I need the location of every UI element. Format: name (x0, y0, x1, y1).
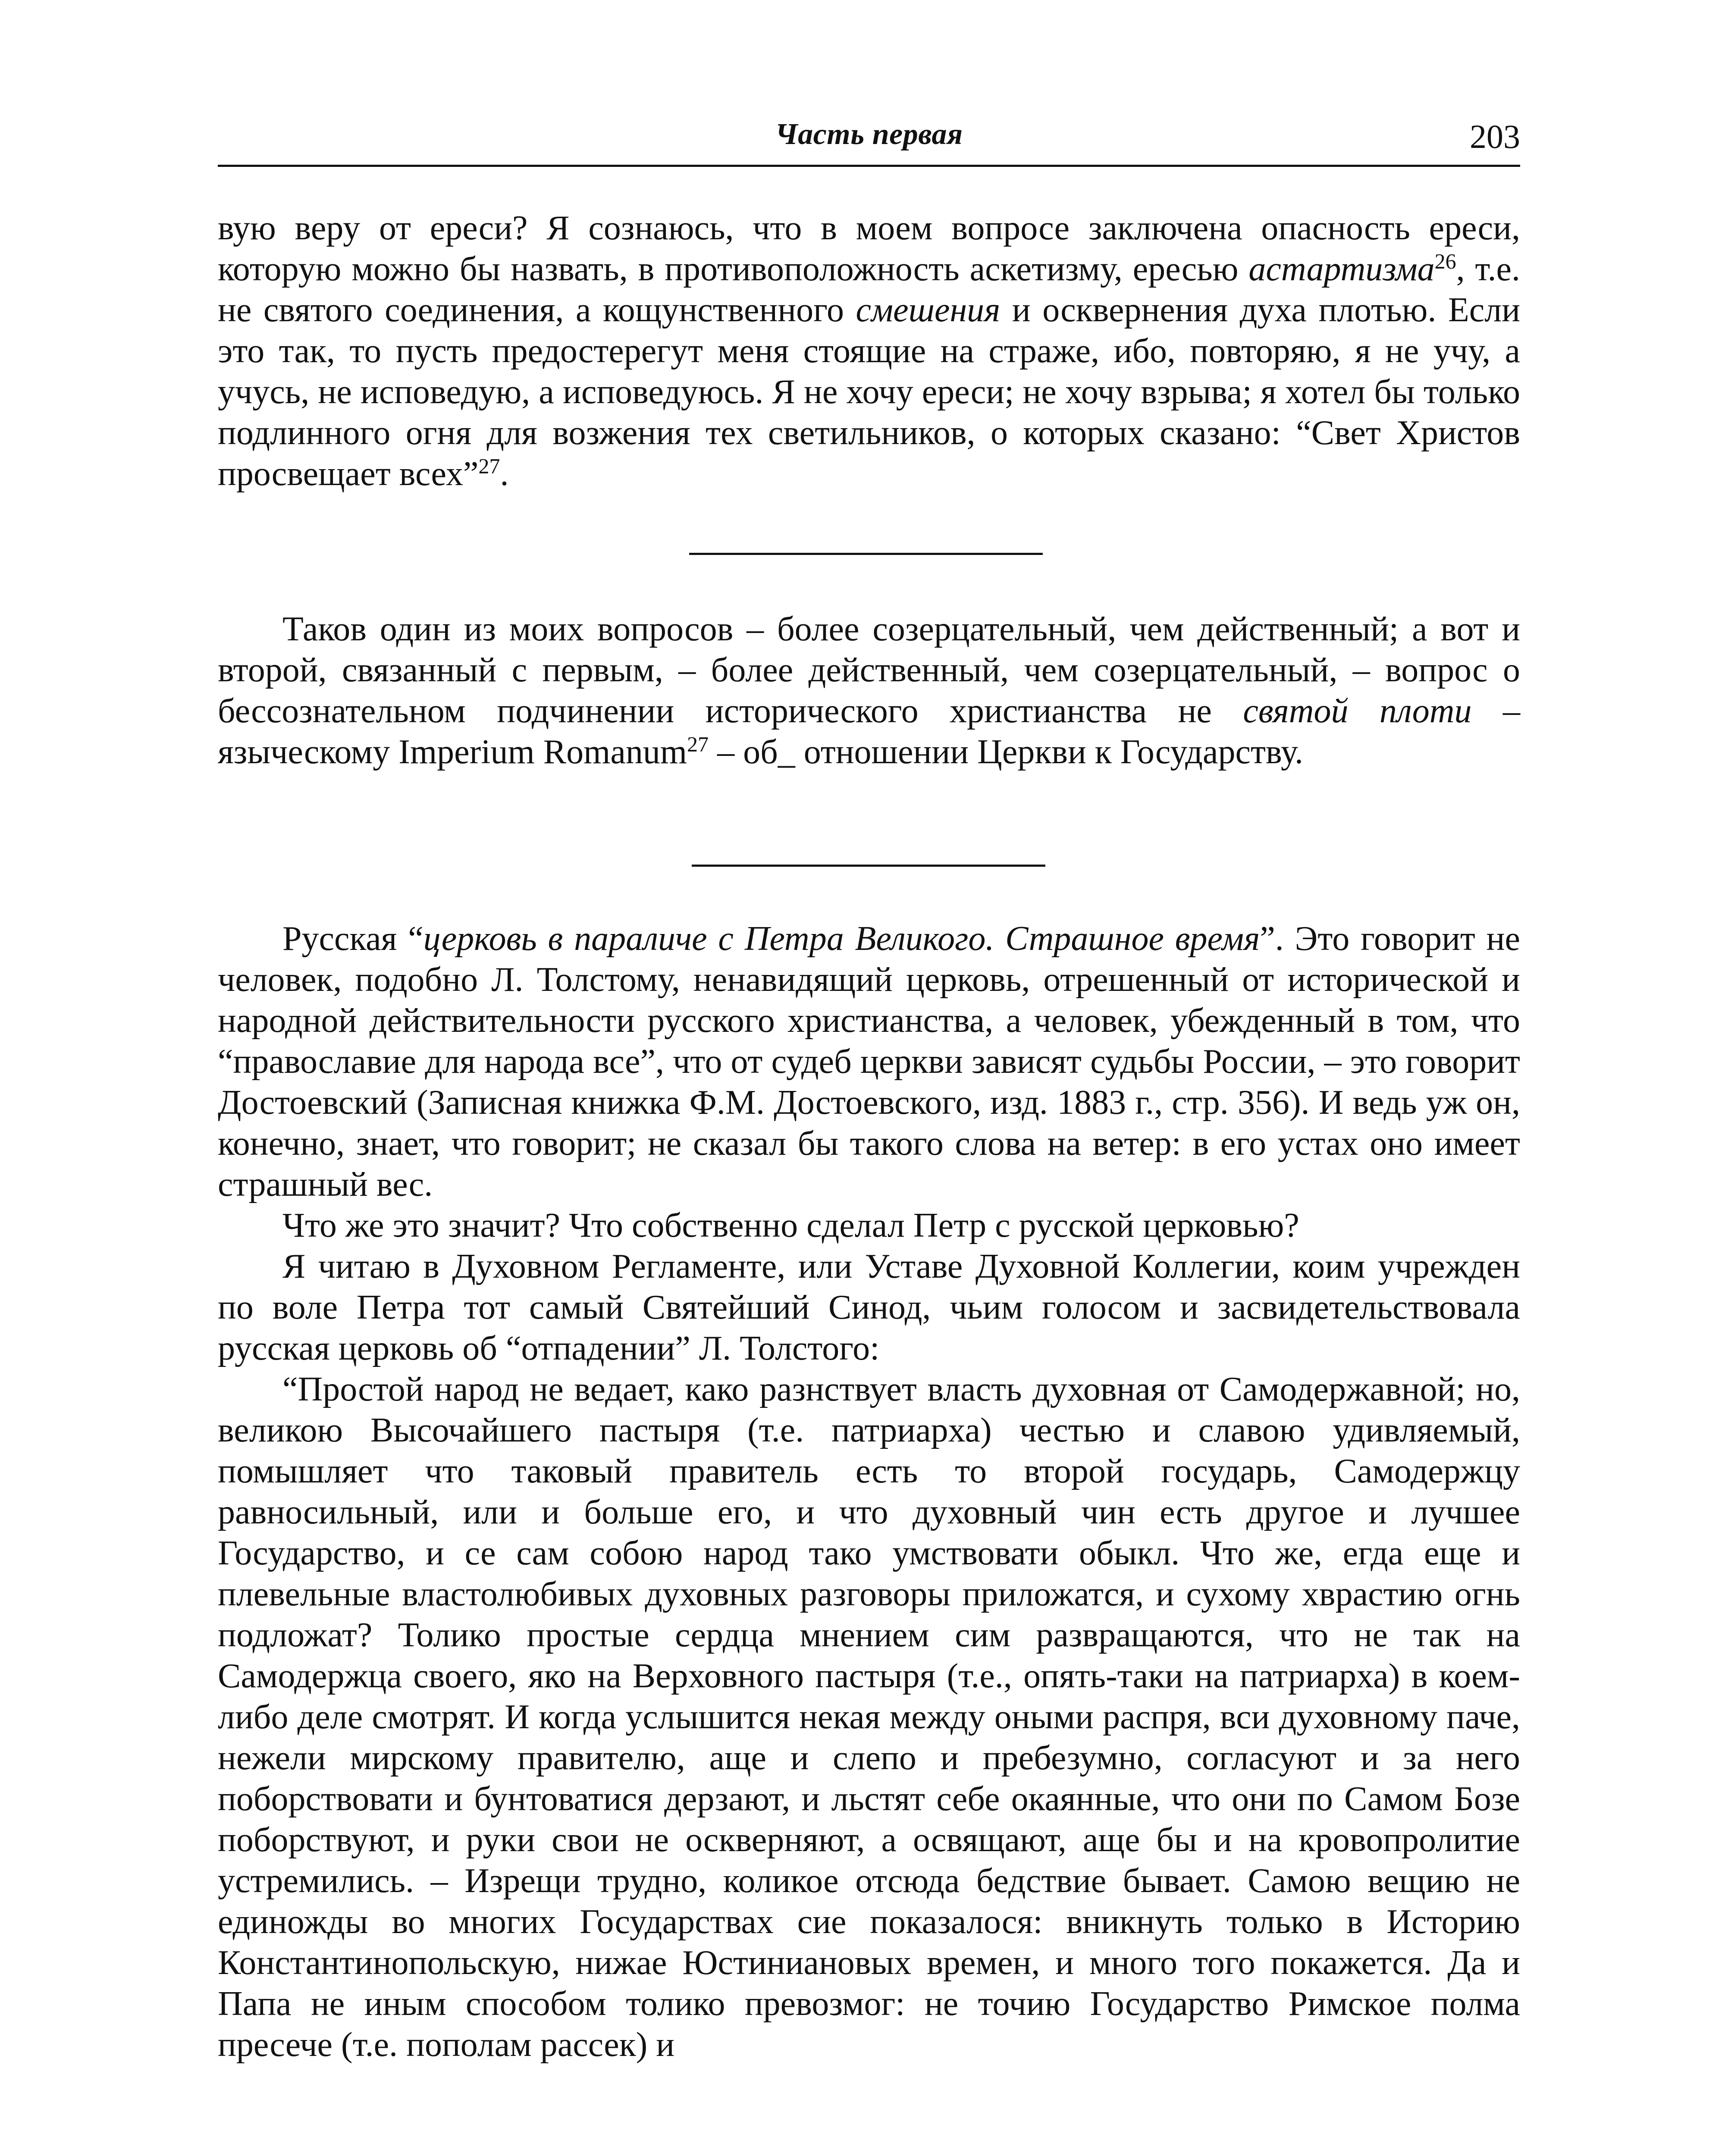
section-divider-rule (692, 865, 1045, 867)
text-run: Русская “ (282, 920, 423, 958)
text-run: Таков один из моих вопросов – более созерцательный, чем действенный; а вот и второй, связанный с первым, – более действенный, чем созерцательный, – вопрос о бессознательном подчинении исторического христианства не (218, 610, 1520, 730)
running-title: Часть первая (775, 118, 963, 151)
section-one-text (218, 208, 1520, 495)
footnote-ref-27: 27 (687, 732, 709, 756)
text-run: и осквернения духа плотью. Если это так, то пусть предостерегут меня стоящие на страже, ибо, повторяю, я не учу, а учусь, не исповедую, а исповедуюсь. Я не хочу ереси; не хочу взрыва; я хотел бы только подлинного огня для возжения тех светильников, о которых сказано: “Свет Христов просвещает всех” (218, 291, 1521, 493)
text-run: – об_ отношении Церкви к Государству. (709, 733, 1303, 771)
running-header (218, 113, 1520, 167)
paragraph-heresy (218, 208, 1520, 495)
paragraph-reglament: Я читаю в Духовном Регламенте, или Уставе Духовной Коллегии, коим учрежден по воле Петра тот самый Святейший Синод, чьим голосом и засвидетельствовала русская церковь об “отпадении” Л. Толстого: (218, 1247, 1520, 1367)
paragraph-second-question (218, 609, 1520, 773)
section-three-text (218, 918, 1520, 2065)
text-run: вую веру от ереси? Я сознаюсь, что в моем вопросе заключена опасность ереси, которую можно бы назвать, в противоположность аскетизму, ересью (218, 209, 1520, 288)
page-number: 203 (1470, 118, 1520, 155)
text-run: . (500, 455, 509, 493)
section-divider-rule (689, 553, 1043, 555)
italic-term-holy-flesh: святой плоти (1243, 692, 1472, 730)
italic-quote-paralysis: церковь в параличе с Петра Великого. Страшное время (423, 920, 1260, 958)
paragraph-reglament-quote: “Простой народ не ведает, како разнствует власть духовная от Самодержавной; но, великою Высочайшего пастыря (т.е. патриарха) честью и славою удивляемый, помышляет что таковый правитель есть то второй государь, Самодержцу равносильный, или и больше его, и что духовный чин есть другое и лучшее Государство, и се сам собою народ тако умствовати обыкл. Что же, егда еще и плевельные властолюбивых духовных разговоры приложатся, и сухому хврастию огнь подложат? Толико простые сердца мнением сим развращаются, что не так на Самодержца своего, яко на Верховного пастыря (т.е., опять-таки на патриарха) в коем-либо деле смотрят. И когда услышится некая между оными распря, вси духовному паче, нежели мирскому правителю, аще и слепо и пребезумно, согласуют и за него поборствовати и бунтоватися дерзают, и льстят себе окаянные, что они по Самом Бозе поборствуют, и руки свои не оскверняют, а освящают, аще бы и на кровопролитие устремились. – Изрещи трудно, коликое отсюда бедствие бывает. Самою вещию не единожды во многих Государствах сие показалося: вникнуть только в Историю Константинопольскую, нижае Юстиниановых времен, и много того покажется. Да и Папа не иным способом толико превозмог: не точию Государство Римское полма пресече (т.е. пополам рассек) и (218, 1370, 1520, 2064)
paragraph-question-peter: Что же это значит? Что собственно сделал Петр с русской церковью? (282, 1206, 1299, 1244)
section-two-text (218, 609, 1520, 773)
paragraph-dostoevsky (218, 918, 1520, 1205)
text-run: – языческому Imperium Romanum (218, 692, 1520, 771)
footnote-ref-26: 26 (1434, 249, 1456, 273)
footnote-ref-27: 27 (478, 454, 500, 478)
text-run: ”. Это говорит не человек, подобно Л. Толстому, ненавидящий церковь, отрешенный от исторической и народной действительности русского христианства, а человек, убежденный в том, что “православие для народа все”, что от судеб церкви зависят судьбы России, – это говорит Достоевский (Записная книжка Ф.М. Достоевского, изд. 1883 г., стр. 356). И ведь уж он, конечно, знает, что говорит; не сказал бы такого слова на ветер: в его устах оно имеет страшный вес. (218, 920, 1520, 1203)
italic-term-astartism: астартизма (1248, 250, 1435, 288)
italic-term-mixing: смешения (856, 291, 1000, 329)
text-run: , т.е. не святого соединения, а кощунственного (218, 250, 1520, 329)
